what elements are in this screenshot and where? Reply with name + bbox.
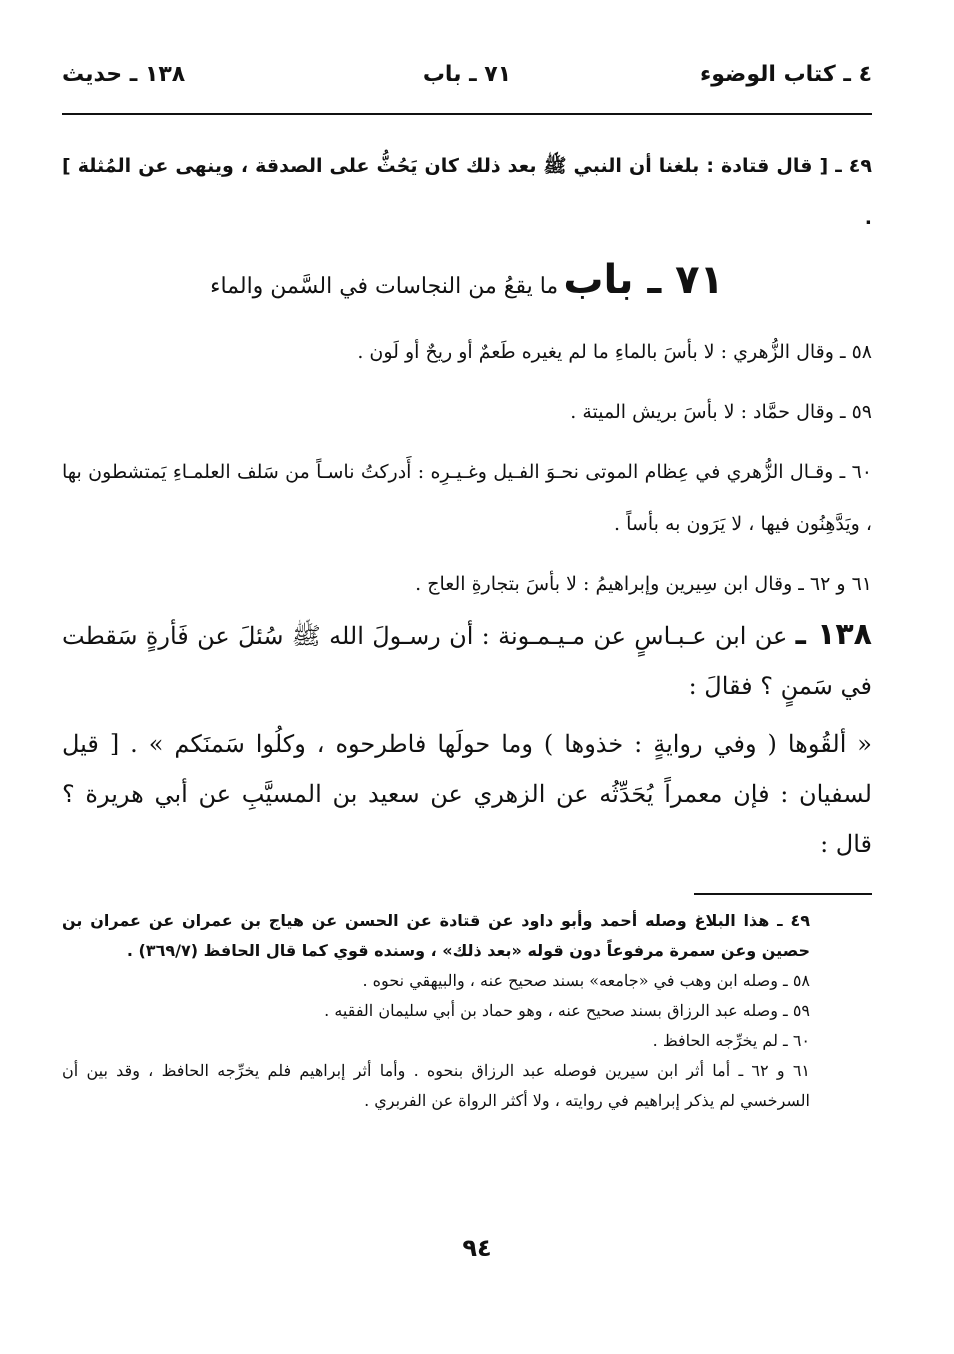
athar-58: ٥٨ ـ وقال الزُّهري : لا بأسَ بالماءِ ما لم يغيره طَعمٌ أو ريحٌ أو لَون . <box>357 341 872 363</box>
chapter-number: ٧١ ـ باب <box>563 257 724 303</box>
footnote-49: ٤٩ ـ هذا البلاغ وصله أحمد وأبو داود عن قتادة عن الحسن عن هياج بن عمران عن عمران بن حصين وعن سمرة مرفوعاً دون قوله «بعد ذلك» ، وسنده قوي كما قال الحافظ (٣٦٩/٧) . <box>62 911 810 960</box>
athar-61-62: ٦١ و ٦٢ ـ وقال ابن سِيرين وإبراهيمُ : لا بأسَ بتجارةِ العاج . <box>415 573 872 595</box>
header-hadith-number: ١٣٨ ـ حديث <box>62 62 186 87</box>
footnote-59: ٥٩ ـ وصله عبد الرزاق بسند صحيح عنه ، وهو حماد بن أبي سليمان الفقيه . <box>324 1001 810 1020</box>
page-number: ٩٤ <box>462 1234 492 1262</box>
header-divider <box>62 113 872 115</box>
main-text <box>62 140 872 869</box>
running-header <box>62 62 872 102</box>
footnotes <box>62 906 872 1116</box>
hadith-text-1: عن ابن عـبـاسٍ عن مـيـمـونة : أن رسـولَ الله ﷺ سُئلَ عن فَأرةٍ سَقطت في سَمنٍ ؟ فقالَ : <box>62 622 872 700</box>
hadith-number: ١٣٨ ـ <box>795 617 872 652</box>
footnote-60: ٦٠ ـ لم يخرِّجه الحافظ . <box>652 1031 810 1050</box>
footnote-58: ٥٨ ـ وصله ابن وهب في «جامعه» بسند صحيح عنه ، والبيهقي نحوه . <box>362 971 810 990</box>
footnote-61-62: ٦١ و ٦٢ ـ أما أثر ابن سيرين فوصله عبد الرزاق بنحوه . وأما أثر إبراهيم فلم يخرِّجه الحافظ ، وقد بين أن السرخسي لم يذكر إبراهيم في روايته ، ولا أكثر الرواة عن الفربري . <box>62 1061 810 1110</box>
athar-59: ٥٩ ـ وقال حمَّاد : لا بأسَ بريش الميتة . <box>570 401 872 423</box>
header-chapter: ٧١ ـ باب <box>422 62 512 87</box>
athar-60: ٦٠ ـ وقـال الزُّهري في عِظام الموتى نحـوَ الفـيل وغـيـرِه : أَدركتُ ناسـاً من سَلف العلمـاءِ يَمتشطون بها ، ويَدَّهِنُون فيها ، لا يَرَون به بأساً . <box>62 461 872 535</box>
hadith-text-2: « ألقُوها ( وفي روايةٍ : خذوها ) وما حولَها فاطرحوه ، وكلُوا سَمنَكم » . [ قيل لسفيان : فإن معمراً يُحَدِّثُه عن الزهري عن سعيد بن المسيَّبِ عن أبي هريرة ؟ قال : <box>62 730 872 858</box>
footnote-divider <box>694 893 872 895</box>
chapter-heading <box>62 250 872 318</box>
athar-49: ٤٩ ـ [ قال قتادة : بلغنا أن النبي ﷺ بعد ذلك كان يَحُثُّ على الصدقة ، وينهى عن المُثلة ] . <box>62 155 872 229</box>
header-book-title: ٤ ـ كتاب الوضوء <box>700 62 872 87</box>
hadith-138 <box>62 610 872 711</box>
chapter-title: ما يقعُ من النجاسات في السَّمن والماء <box>210 274 559 299</box>
